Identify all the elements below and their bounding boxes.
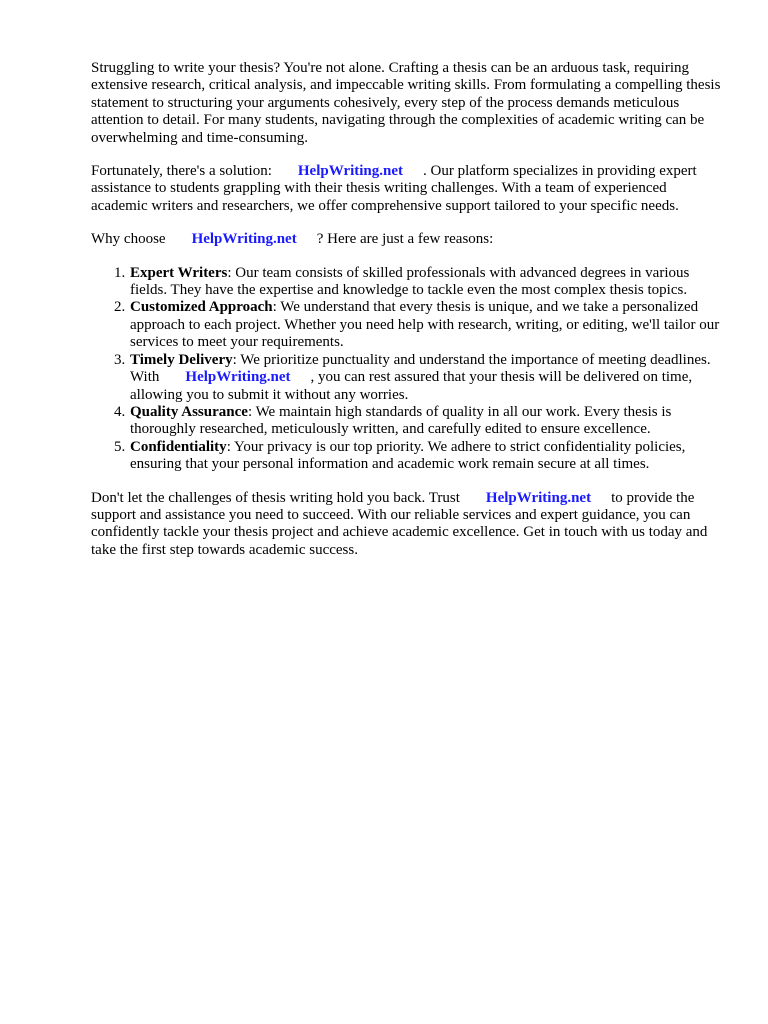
closing-paragraph <box>91 490 721 560</box>
reason-text: : Your privacy is our top priority. We adhere to strict confidentiality policies, ensuring that your personal information and academic work remain secure at all times. <box>130 438 686 473</box>
list-item <box>129 439 721 474</box>
reason-text: : We maintain high standards of quality in all our work. Every thesis is thoroughly researched, meticulously written, and carefully edited to ensure excellence. <box>130 403 672 438</box>
list-item <box>129 352 721 404</box>
solution-text-before: Fortunately, there's a solution: <box>91 163 272 180</box>
helpwriting-link[interactable]: HelpWriting.net <box>297 163 404 180</box>
helpwriting-link[interactable]: HelpWriting.net <box>485 489 592 506</box>
helpwriting-link[interactable]: HelpWriting.net <box>185 369 291 386</box>
solution-paragraph <box>91 163 721 215</box>
list-item <box>129 265 721 300</box>
reason-text: : Our team consists of skilled professionals with advanced degrees in various fields. They have the expertise and knowledge to tackle even the most complex thesis topics. <box>130 264 690 299</box>
closing-text-before: Don't let the challenges of thesis writing hold you back. Trust <box>91 489 460 506</box>
helpwriting-link[interactable]: HelpWriting.net <box>191 231 297 248</box>
why-text-after: ? Here are just a few reasons: <box>316 231 494 248</box>
why-text-before: Why choose <box>91 231 166 248</box>
intro-paragraph: Struggling to write your thesis? You're not alone. Crafting a thesis can be an arduous task, requiring extensive research, critical analysis, and impeccable writing skills. From formulating a compelling thesis statement to structuring your arguments cohesively, every step of the process demands meticulous attention to detail. For many students, navigating through the complexities of academic writing can be overwhelming and time-consuming. <box>91 60 721 146</box>
reason-term: Timely Delivery <box>130 351 233 368</box>
reason-term: Quality Assurance <box>130 403 248 420</box>
reason-term: Expert Writers <box>130 264 228 281</box>
reason-term: Customized Approach <box>130 299 273 316</box>
reason-text: : We prioritize punctuality and understand the importance of meeting deadlines. With <box>130 351 711 386</box>
reason-term: Confidentiality <box>130 438 227 455</box>
reason-text: : We understand that every thesis is unique, and we take a personalized approach to each project. Whether you need help with research, writing, or editing, we'll tailor our services to meet your requirements. <box>130 299 720 351</box>
closing-text-after: to provide the support and assistance you need to succeed. With our reliable services and expert guidance, you can confidently tackle your thesis project and achieve academic excellence. Get in touch with us today and take the first step towards academic success. <box>91 489 708 558</box>
list-item <box>129 404 721 439</box>
reason-text: , you can rest assured that your thesis will be delivered on time, allowing you to submit it without any worries. <box>130 369 693 403</box>
reasons-list <box>91 265 721 474</box>
document-page <box>91 60 721 575</box>
why-choose-paragraph <box>91 231 721 248</box>
solution-text-after: . Our platform specializes in providing expert assistance to students grappling with their thesis writing challenges. With a team of experienced academic writers and researchers, we offer comprehensive support tailored to your specific needs. <box>91 163 697 214</box>
list-item <box>129 299 721 351</box>
